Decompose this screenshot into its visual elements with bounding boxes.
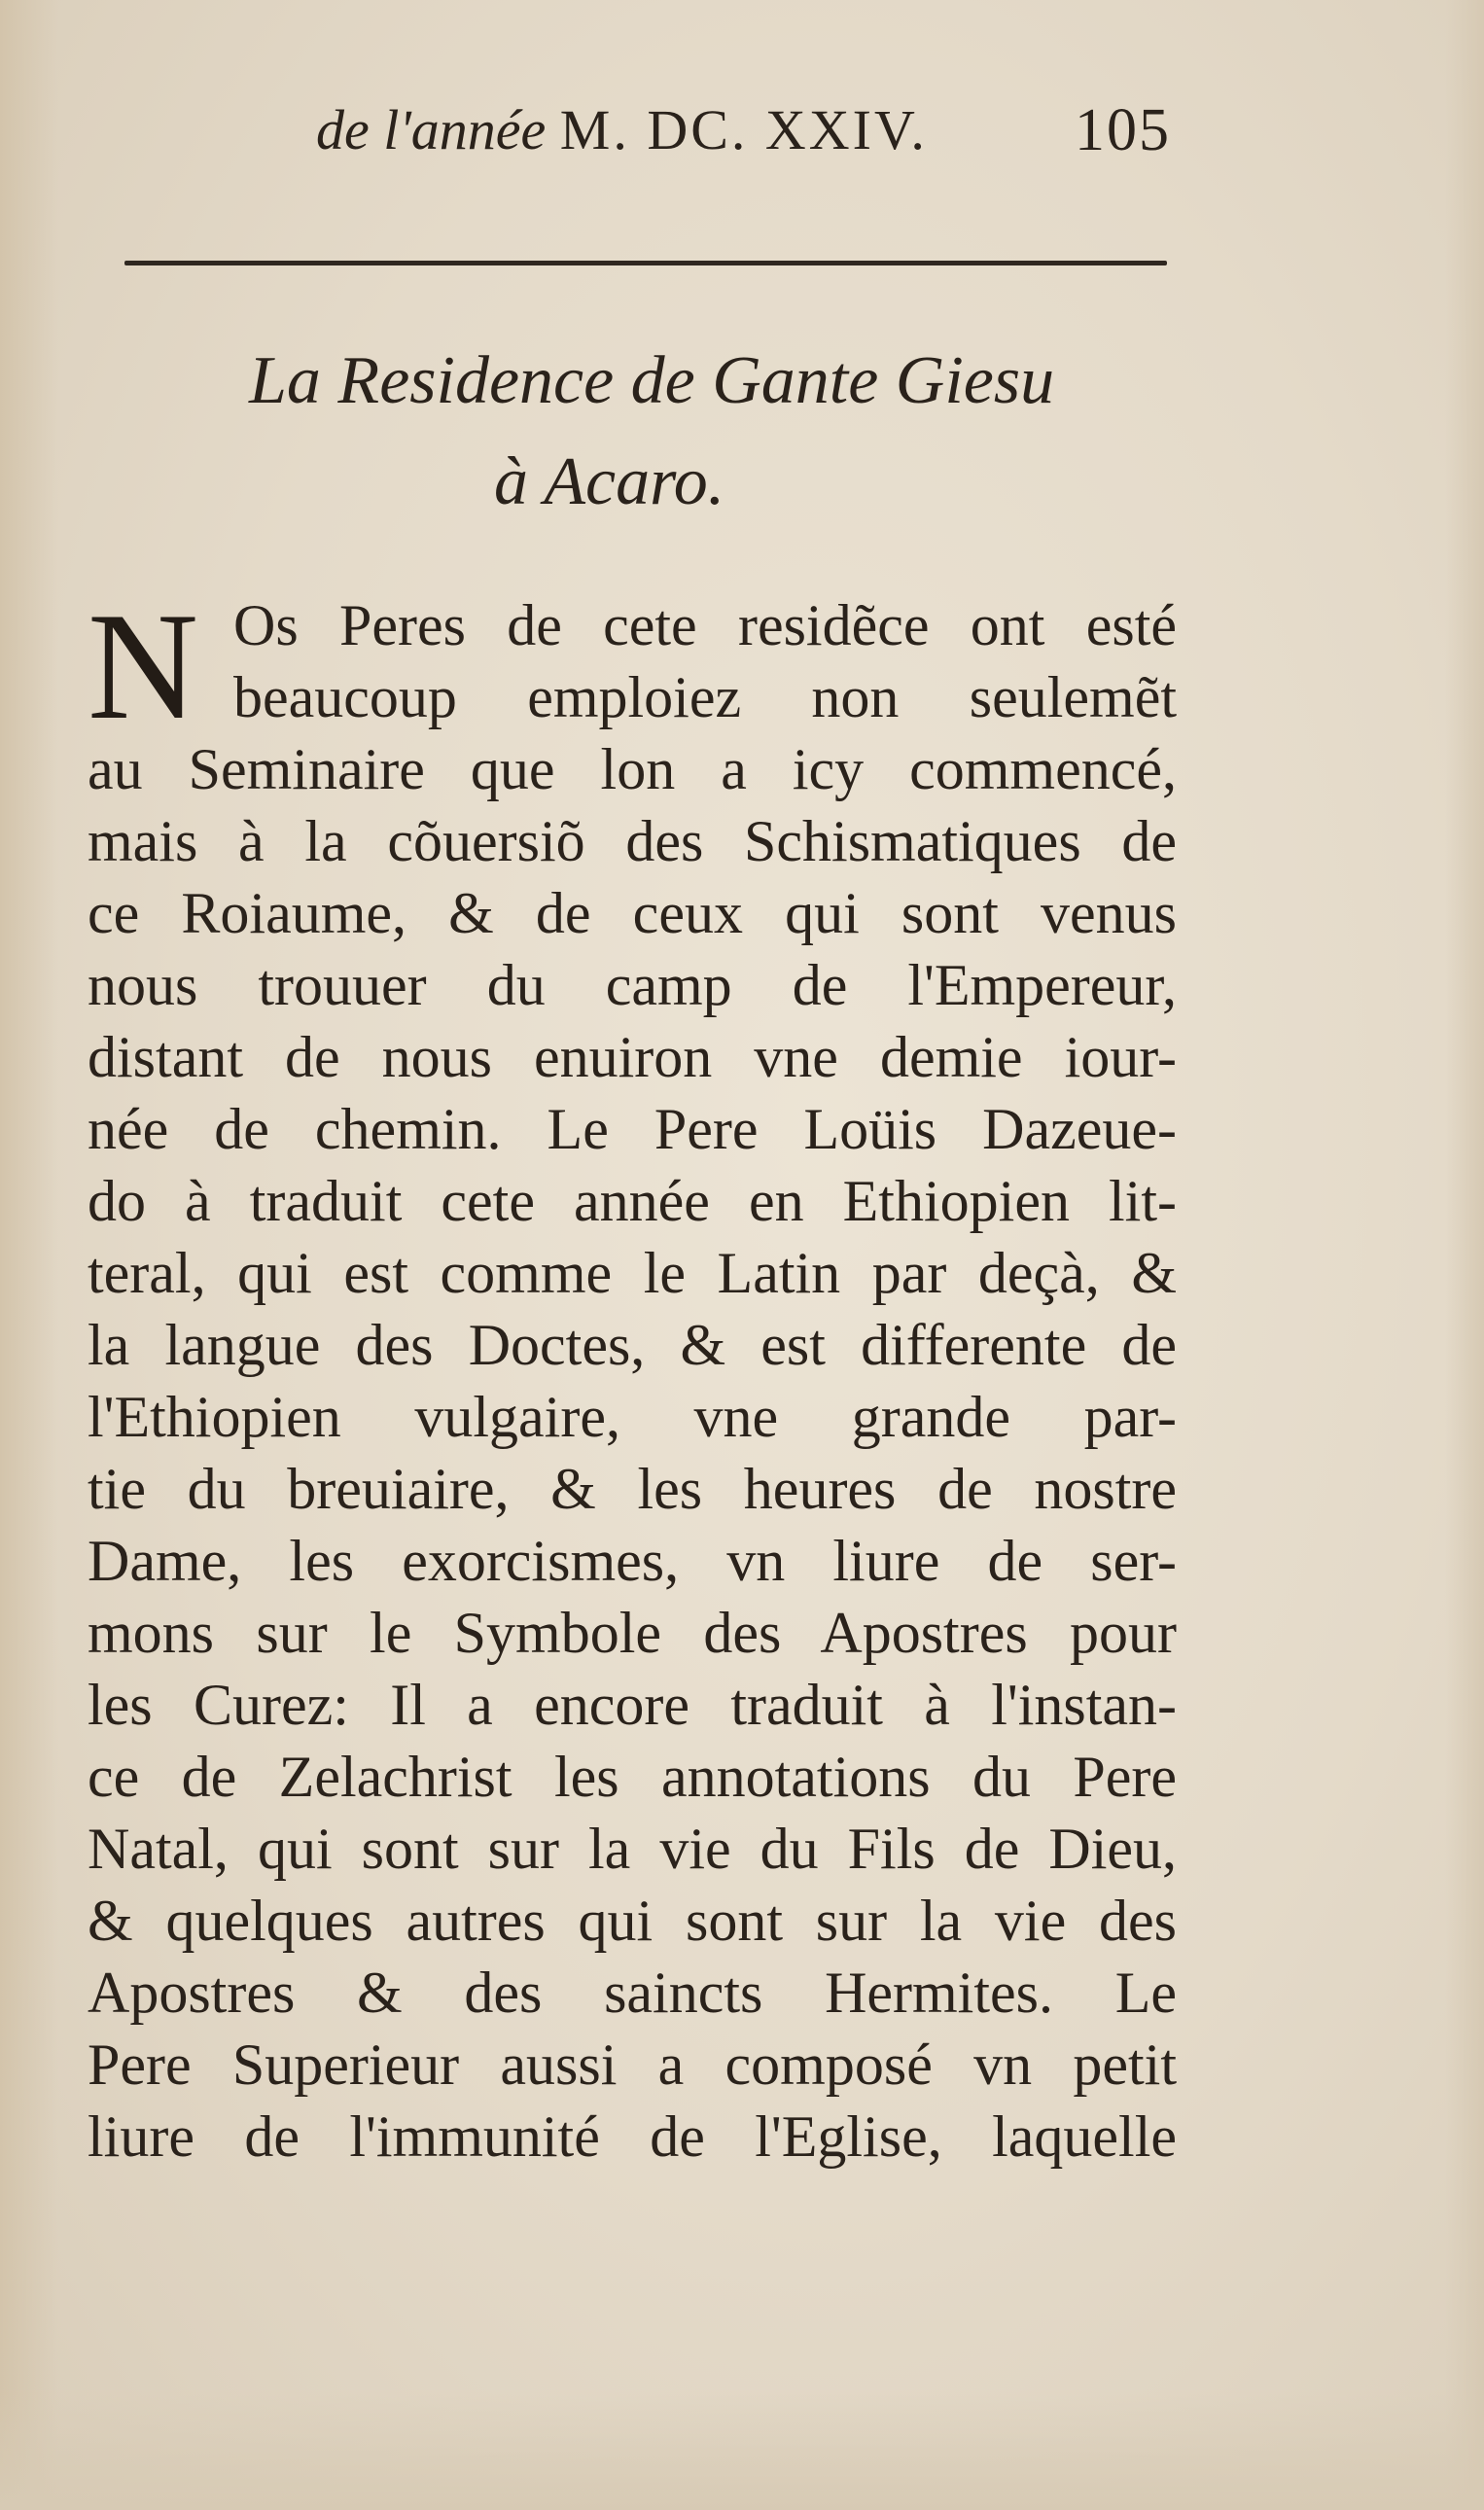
text-line: teral, qui est comme le Latin par deçà, & [88, 1241, 1177, 1305]
text-line: Dame, les exorcismes, vn liure de ser- [88, 1529, 1177, 1593]
running-head [316, 91, 928, 169]
text-line: Pere Superieur aussi a composé vn petit [88, 2033, 1177, 2097]
text-line: Natal, qui sont sur la vie du Fils de Dieu, [88, 1817, 1177, 1881]
text-line: au Seminaire que lon a icy commencé, [88, 737, 1177, 801]
page-header [126, 86, 1177, 173]
text-line: nous trouuer du camp de l'Empereur, [88, 953, 1177, 1017]
running-head-year: M. DC. XXIV. [559, 98, 928, 161]
section-title-line-2: à Acaro. [494, 444, 725, 519]
header-rule [124, 261, 1167, 265]
page-edge-shadow-left [0, 0, 58, 2510]
text-line: do à traduit cete année en Ethiopien lit- [88, 1169, 1177, 1233]
text-line: mais à la cõuersiõ des Schismatiques de [88, 809, 1177, 873]
section-title-line-1: La Residence de Gante Giesu [249, 343, 1055, 418]
page-number: 105 [1075, 97, 1171, 163]
text-line: Os Peres de cete residẽce ont esté [233, 593, 1177, 657]
text-line: l'Ethiopien vulgaire, vne grande par- [88, 1385, 1177, 1449]
text-line: beaucoup emploiez non seulemẽt [233, 665, 1177, 729]
page-edge-shadow-bottom [0, 2393, 1484, 2510]
text-line: Apostres & des saincts Hermites. Le [88, 1961, 1177, 2025]
text-line: tie du breuiaire, & les heures de nostre [88, 1457, 1177, 1521]
text-line: ce de Zelachrist les annotations du Pere [88, 1745, 1177, 1809]
text-line: née de chemin. Le Pere Loüis Dazeue- [88, 1097, 1177, 1161]
running-head-italic: de l'année [316, 98, 547, 161]
text-line: ce Roiaume, & de ceux qui sont venus [88, 881, 1177, 945]
text-line: & quelques autres qui sont sur la vie des [88, 1889, 1177, 1953]
text-line: les Curez: Il a encore traduit à l'instan- [88, 1673, 1177, 1737]
page-edge-shadow-right [1445, 0, 1484, 2510]
text-line: distant de nous enuiron vne demie iour- [88, 1025, 1177, 1089]
text-line: liure de l'immunité de l'Eglise, laquelle [88, 2104, 1177, 2169]
drop-cap: N [88, 582, 199, 752]
text-line: la langue des Doctes, & est differente de [88, 1313, 1177, 1377]
text-line: mons sur le Symbole des Apostres pour [88, 1601, 1177, 1665]
